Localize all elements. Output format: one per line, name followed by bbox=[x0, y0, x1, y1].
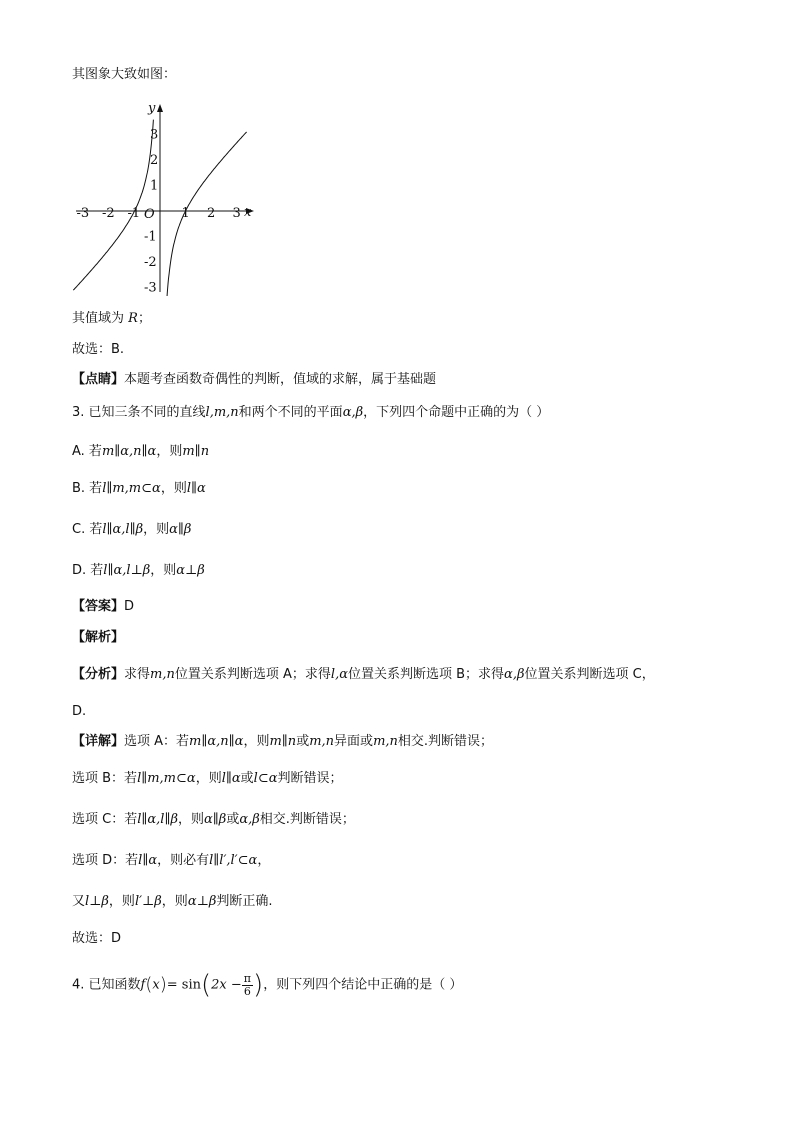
q3-detail-c: 选项 C：若l∥α,l∥β，则α∥β或α,β相交.判断错误； bbox=[72, 812, 355, 827]
q3-choice: 故选：D bbox=[72, 931, 122, 946]
function-graph bbox=[68, 100, 268, 296]
graph-intro: 其图象大致如图： bbox=[72, 67, 177, 82]
x-tick-label: -2 bbox=[102, 206, 115, 221]
comment-line: 【点睛】本题考查函数奇偶性的判断，值域的求解，属于基础题 bbox=[72, 372, 437, 387]
y-tick-label: -3 bbox=[144, 280, 157, 296]
y-tick-label: 2 bbox=[150, 153, 159, 168]
y-tick-label: -2 bbox=[144, 255, 157, 270]
q2-choice: 故选：B. bbox=[72, 342, 125, 357]
q3-fenxi: 【分析】求得m,n位置关系判断选项 A；求得l,α位置关系判断选项 B；求得α,β位置关系判断选项 C， bbox=[72, 667, 655, 682]
y-tick-label: -1 bbox=[144, 229, 157, 245]
q3-detail-e: 又l⊥β，则l′⊥β，则α⊥β判断正确. bbox=[72, 894, 273, 909]
q3-detail-d: 选项 D：若l∥α，则必有l∥l′,l′⊂α， bbox=[72, 853, 271, 868]
q3-option-b: B. 若l∥m,m⊂α，则l∥α bbox=[72, 481, 206, 496]
q3-option-c: C. 若l∥α,l∥β，则α∥β bbox=[72, 522, 192, 537]
q3-fenxi-cont: D. bbox=[72, 704, 87, 719]
x-tick-label: -3 bbox=[76, 206, 90, 221]
q3-option-a: A. 若m∥α,n∥α，则m∥n bbox=[72, 444, 210, 459]
x-tick-label: -1 bbox=[127, 206, 141, 221]
q3-stem: 3. 已知三条不同的直线l,m,n和两个不同的平面α,β，下列四个命题中正确的为（ ） bbox=[72, 405, 550, 420]
x-axis-label: x bbox=[244, 205, 252, 220]
y-tick-label: 3 bbox=[150, 127, 159, 143]
x-tick-label: 1 bbox=[181, 206, 190, 221]
q4-stem: 4. 已知函数f(x)= sin(2x − $\frac{\pi}{6}$ )，则下列四个结论中正确的是（ ） bbox=[72, 970, 463, 1000]
q3-answer: 【答案】D bbox=[72, 599, 135, 614]
pi-over-six: $\frac{\pi}{6}$ bbox=[243, 971, 252, 998]
origin-label: O bbox=[144, 207, 155, 222]
y-axis-label: y bbox=[148, 101, 156, 116]
x-tick-label: 2 bbox=[207, 206, 216, 221]
y-tick-label: 1 bbox=[150, 178, 159, 194]
x-tick-label: 3 bbox=[232, 206, 241, 221]
curve-left-branch bbox=[73, 120, 153, 291]
q3-analysis-heading: 【解析】 bbox=[72, 630, 125, 645]
q3-option-d: D. 若l∥α,l⊥β，则α⊥β bbox=[72, 563, 205, 578]
q3-detail-a: 【详解】选项 A：若m∥α,n∥α，则m∥n或m,n异面或m,n相交.判断错误； bbox=[72, 734, 494, 749]
q3-detail-b: 选项 B：若l∥m,m⊂α，则l∥α或l⊂α判断错误； bbox=[72, 771, 343, 786]
range-line: 其值域为 R； bbox=[72, 311, 151, 326]
